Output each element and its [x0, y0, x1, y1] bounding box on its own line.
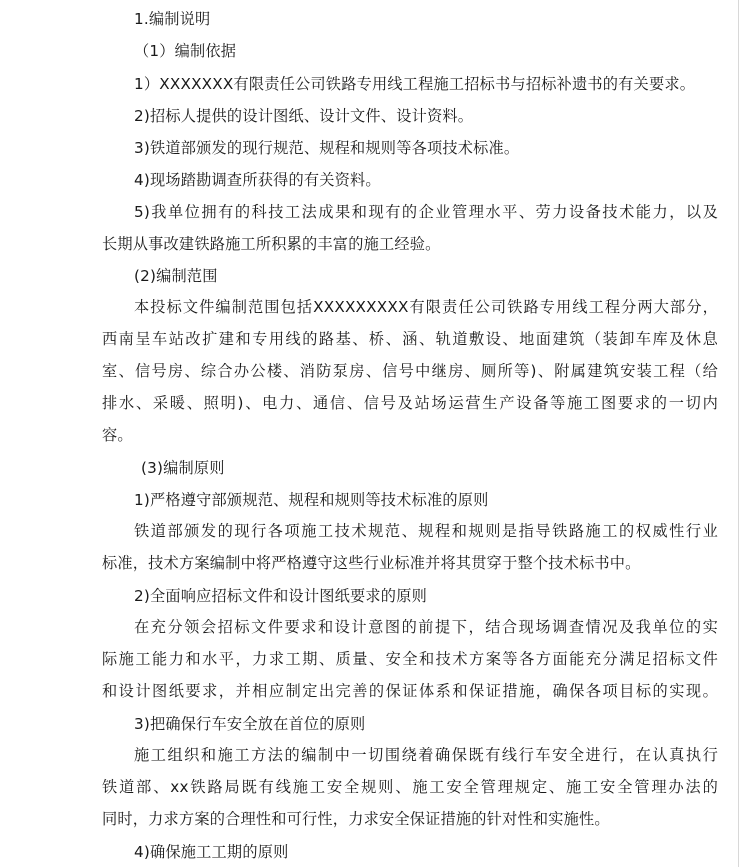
paragraph-line: 西南呈车站改扩建和专用线的路基、桥、涵、轨道敷设、地面建筑（装卸车库及休息	[102, 330, 718, 348]
section-heading: 1.编制说明	[134, 10, 211, 28]
paragraph-line: 2)招标人提供的设计图纸、设计文件、设计资料。	[134, 107, 474, 125]
principle-heading: 1)严格遵守部颁规范、规程和规则等技术标准的原则	[134, 491, 489, 509]
paragraph-line: 4)现场踏勘调查所获得的有关资料。	[134, 171, 381, 189]
paragraph-line: 容。	[102, 426, 133, 444]
paragraph-line: 室、信号房、综合办公楼、消防泵房、信号中继房、厕所等)、附属建筑安装工程（给	[102, 362, 718, 380]
paragraph-line: 标准，技术方案编制中将严格遵守这些行业标准并将其贯穿于整个技术标书中。	[102, 554, 641, 572]
paragraph-line: 5)我单位拥有的科技工法成果和现有的企业管理水平、劳力设备技术能力，以及	[134, 203, 718, 221]
paragraph-line: 和设计图纸要求，并相应制定出完善的保证体系和保证措施，确保各项目标的实现。	[102, 682, 718, 700]
principle-heading: 3)把确保行车安全放在首位的原则	[134, 715, 366, 733]
subsection-heading: (2)编制范围	[134, 267, 218, 285]
paragraph-line: 排水、采暖、照明)、电力、通信、信号及站场运营生产设备等施工图要求的一切内	[102, 394, 718, 412]
paragraph-line: 1）XXXXXXX有限责任公司铁路专用线工程施工招标书与招标补遗书的有关要求。	[134, 75, 696, 93]
page-edge-divider	[738, 0, 739, 867]
paragraph-line: 长期从事改建铁路施工所积累的丰富的施工经验。	[102, 235, 441, 253]
paragraph-line: 际施工能力和水平，力求工期、质量、安全和技术方案等各方面能充分满足招标文件	[102, 650, 718, 668]
paragraph-line: 本投标文件编制范围包括XXXXXXXXX有限责任公司铁路专用线工程分两大部分，	[134, 298, 718, 316]
paragraph-line: 铁道部、xx铁路局既有线施工安全规则、施工安全管理规定、施工安全管理办法的	[102, 778, 718, 796]
principle-heading: 2)全面响应招标文件和设计图纸要求的原则	[134, 587, 427, 605]
paragraph-line: 施工组织和施工方法的编制中一切围绕着确保既有线行车安全进行，在认真执行	[134, 746, 718, 764]
paragraph-line: 3)铁道部颁发的现行规范、规程和规则等各项技术标准。	[134, 139, 520, 157]
subsection-heading: （1）编制依据	[134, 42, 237, 60]
paragraph-line: 在充分领会招标文件要求和设计意图的前提下，结合现场调查情况及我单位的实	[134, 618, 718, 636]
paragraph-line: 同时，力求方案的合理性和可行性，力求安全保证措施的针对性和实施性。	[102, 810, 610, 828]
paragraph-line: 铁道部颁发的现行各项施工技术规范、规程和规则是指导铁路施工的权威性行业	[134, 522, 718, 540]
principle-heading: 4)确保施工工期的原则	[134, 843, 289, 861]
subsection-heading: (3)编制原则	[141, 459, 225, 477]
